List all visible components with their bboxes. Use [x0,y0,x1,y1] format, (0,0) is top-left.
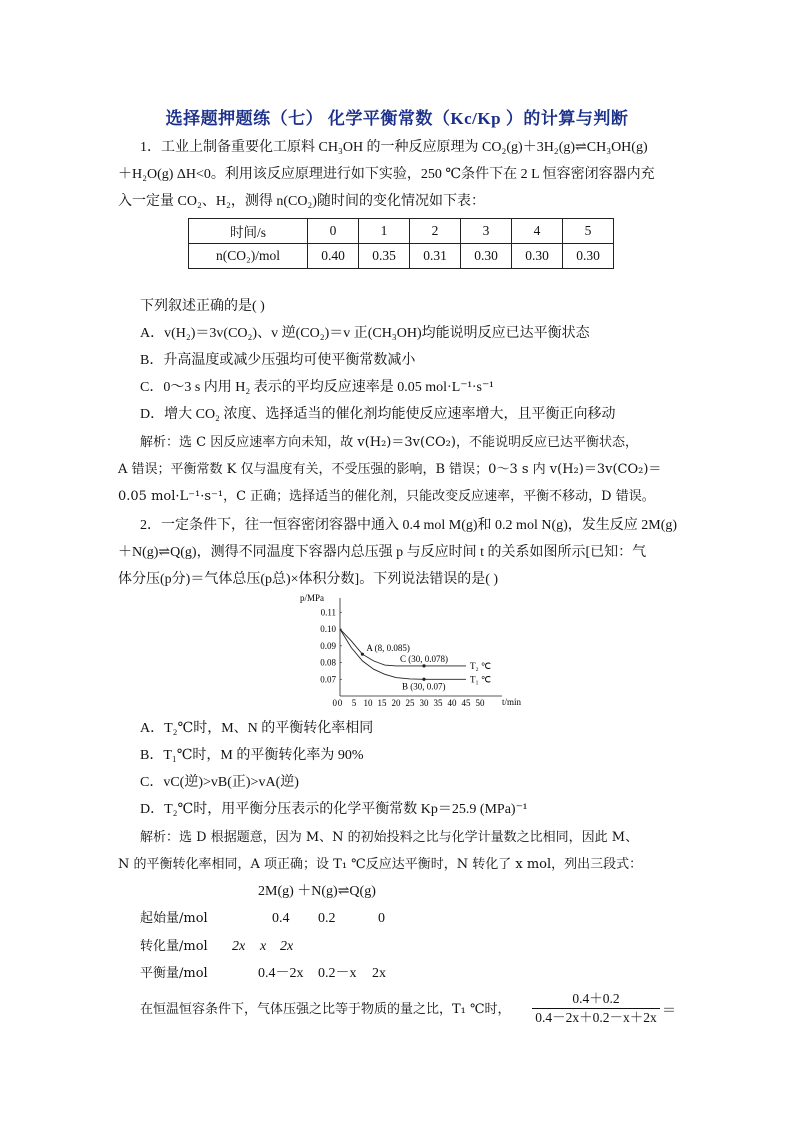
point-marker [422,664,425,667]
row-label-equilibrium: 平衡量/mol [140,966,208,981]
table-cell: 0.31 [410,244,461,269]
x-tick-label: 30 [419,698,429,708]
table-cell: 0.35 [359,244,410,269]
q2-option-a: A．T₂℃时，M、N 的平衡转化率相同 [140,721,374,736]
row-label-initial: 起始量/mol [140,911,208,926]
q1-line-3: 入一定量 CO₂、H₂，测得 n(CO₂)随时间的变化情况如下表： [118,194,485,209]
fraction-numerator: 0.4＋0.2 [572,991,620,1006]
table-row [189,219,614,244]
table-cell: 0.30 [563,244,614,269]
equilibrium-m: 0.4－2x [258,966,304,981]
q1-option-c: C．0～3 s 内用 H₂ 表示的平均反应速率是 0.05 mol·L⁻¹·s⁻¹ [140,380,494,395]
series-label: T₁ ℃ [470,674,491,685]
table-row [189,244,614,269]
y-tick-label: 0.08 [320,657,336,668]
table-cell: 0.40 [308,244,359,269]
x-axis-label: t/min [502,697,522,707]
q1-option-a: A．v(H₂)＝3v(CO₂)、v 逆(CO₂)＝v 正(CH₃OH)均能说明反应已达平衡状态 [140,326,590,341]
q2-analysis-2: N 的平衡转化率相同，A 项正确；设 T₁ ℃反应达平衡时，N 转化了 x mol，列出三段式： [118,857,643,872]
table-cell: 0.30 [461,244,512,269]
q2-analysis-3: 在恒温恒容条件下，气体压强之比等于物质的量之比，T₁ ℃时， [140,1002,511,1017]
y-tick-label: 0.07 [320,674,336,685]
q2-option-b: B．T₁℃时，M 的平衡转化率为 90% [140,748,364,763]
x-tick-label: 25 [405,698,415,708]
q2-line-1: 2．一定条件下，往一恒容密闭容器中通入 0.4 mol M(g)和 0.2 mol N(g)，发生反应 2M(g) [140,518,678,533]
y-tick-label: 0.11 [320,607,336,618]
q1-stem: 下列叙述正确的是( ) [140,299,265,314]
initial-q: 0 [378,911,385,926]
x-tick-label: 50 [475,698,485,708]
q2-option-d: D．T₂℃时，用平衡分压表示的化学平衡常数 Kp＝25.9 (MPa)⁻¹ [140,802,528,817]
pressure-ratio-fraction [532,990,660,1027]
q2-option-c: C．vC(逆)>vB(正)>vA(逆) [140,775,299,790]
change-q: 2x [280,939,294,954]
origin-label: 0 [332,698,337,708]
equilibrium-q: 2x [372,966,386,981]
point-annotation: C (30, 0.078) [400,653,448,664]
change-m: 2x [232,939,246,954]
x-tick-label: 0 [337,698,343,708]
reaction-equation: 2M(g) ＋N(g)⇌Q(g) [258,884,376,899]
table-cell: 0.30 [512,244,563,269]
initial-n: 0.2 [318,911,336,926]
point-marker [361,653,364,656]
row-label-change: 转化量/mol [140,939,208,954]
y-tick-label: 0.10 [320,624,336,635]
x-tick-label: 35 [433,698,443,708]
series-label: T₂ ℃ [470,660,491,671]
co2-table [188,218,614,269]
x-tick-label: 10 [363,698,373,708]
pressure-time-chart [296,592,526,714]
table-header-cell: 1 [359,219,410,244]
change-n: x [260,939,267,954]
q2-line-2: ＋N(g)⇌Q(g)，测得不同温度下容器内总压强 p 与反应时间 t 的关系如图所示[已知：气 [118,545,647,560]
y-tick-label: 0.09 [320,640,336,651]
q1-analysis-2: A 错误；平衡常数 K 仅与温度有关，不受压强的影响，B 错误；0～3 s 内 v(H₂)＝3v(CO₂)＝ [118,462,662,477]
x-tick-label: 20 [391,698,401,708]
q1-line-1: 1．工业上制备重要化工原料 CH₃OH 的一种反应原理为 CO₂(g)＋3H₂(g)⇌CH₃OH(g) [140,140,648,155]
fraction-denominator: 0.4－2x＋0.2－x＋2x [535,1010,657,1025]
equilibrium-n: 0.2－x [318,966,357,981]
equals-sign: ＝ [662,1004,676,1019]
initial-m: 0.4 [272,911,290,926]
x-tick-label: 40 [447,698,457,708]
table-header-cell: 时间/s [189,219,308,244]
point-annotation: A (8, 0.085) [366,643,410,654]
page-title: 选择题押题练（七） 化学平衡常数（Kc/Kp ）的计算与判断 [165,109,629,128]
table-header-cell: 0 [308,219,359,244]
q1-analysis-1: 解析：选 C 因反应速率方向未知，故 v(H₂)＝3v(CO₂)，不能说明反应已达平衡状态， [140,435,638,450]
table-header-cell: 2 [410,219,461,244]
q1-line-2: ＋H₂O(g) ΔH<0。利用该反应原理进行如下实验，250 ℃条件下在 2 L 恒容密闭容器内充 [118,167,655,182]
x-tick-label: 45 [461,698,471,708]
q2-analysis-1: 解析：选 D 根据题意，因为 M、N 的初始投料之比与化学计量数之比相同，因此 M、 [140,830,639,845]
table-header-cell: 4 [512,219,563,244]
q1-option-b: B．升高温度或减少压强均可使平衡常数减小 [140,353,416,368]
point-annotation: B (30, 0.07) [402,681,446,692]
table-header-cell: 3 [461,219,512,244]
q1-option-d: D．增大 CO₂ 浓度、选择适当的催化剂均能使反应速率增大，且平衡正向移动 [140,407,616,422]
x-tick-label: 5 [351,698,357,708]
table-header-cell: 5 [563,219,614,244]
q1-analysis-3: 0.05 mol·L⁻¹·s⁻¹，C 正确；选择适当的催化剂，只能改变反应速率，平衡不移动，D 错误。 [118,489,655,504]
table-row-label: n(CO₂)/mol [189,244,308,269]
q2-line-3: 体分压(p分)＝气体总压(p总)×体积分数]。下列说法错误的是( ) [118,572,499,587]
y-axis-label: p/MPa [300,593,325,603]
x-tick-label: 15 [377,698,387,708]
